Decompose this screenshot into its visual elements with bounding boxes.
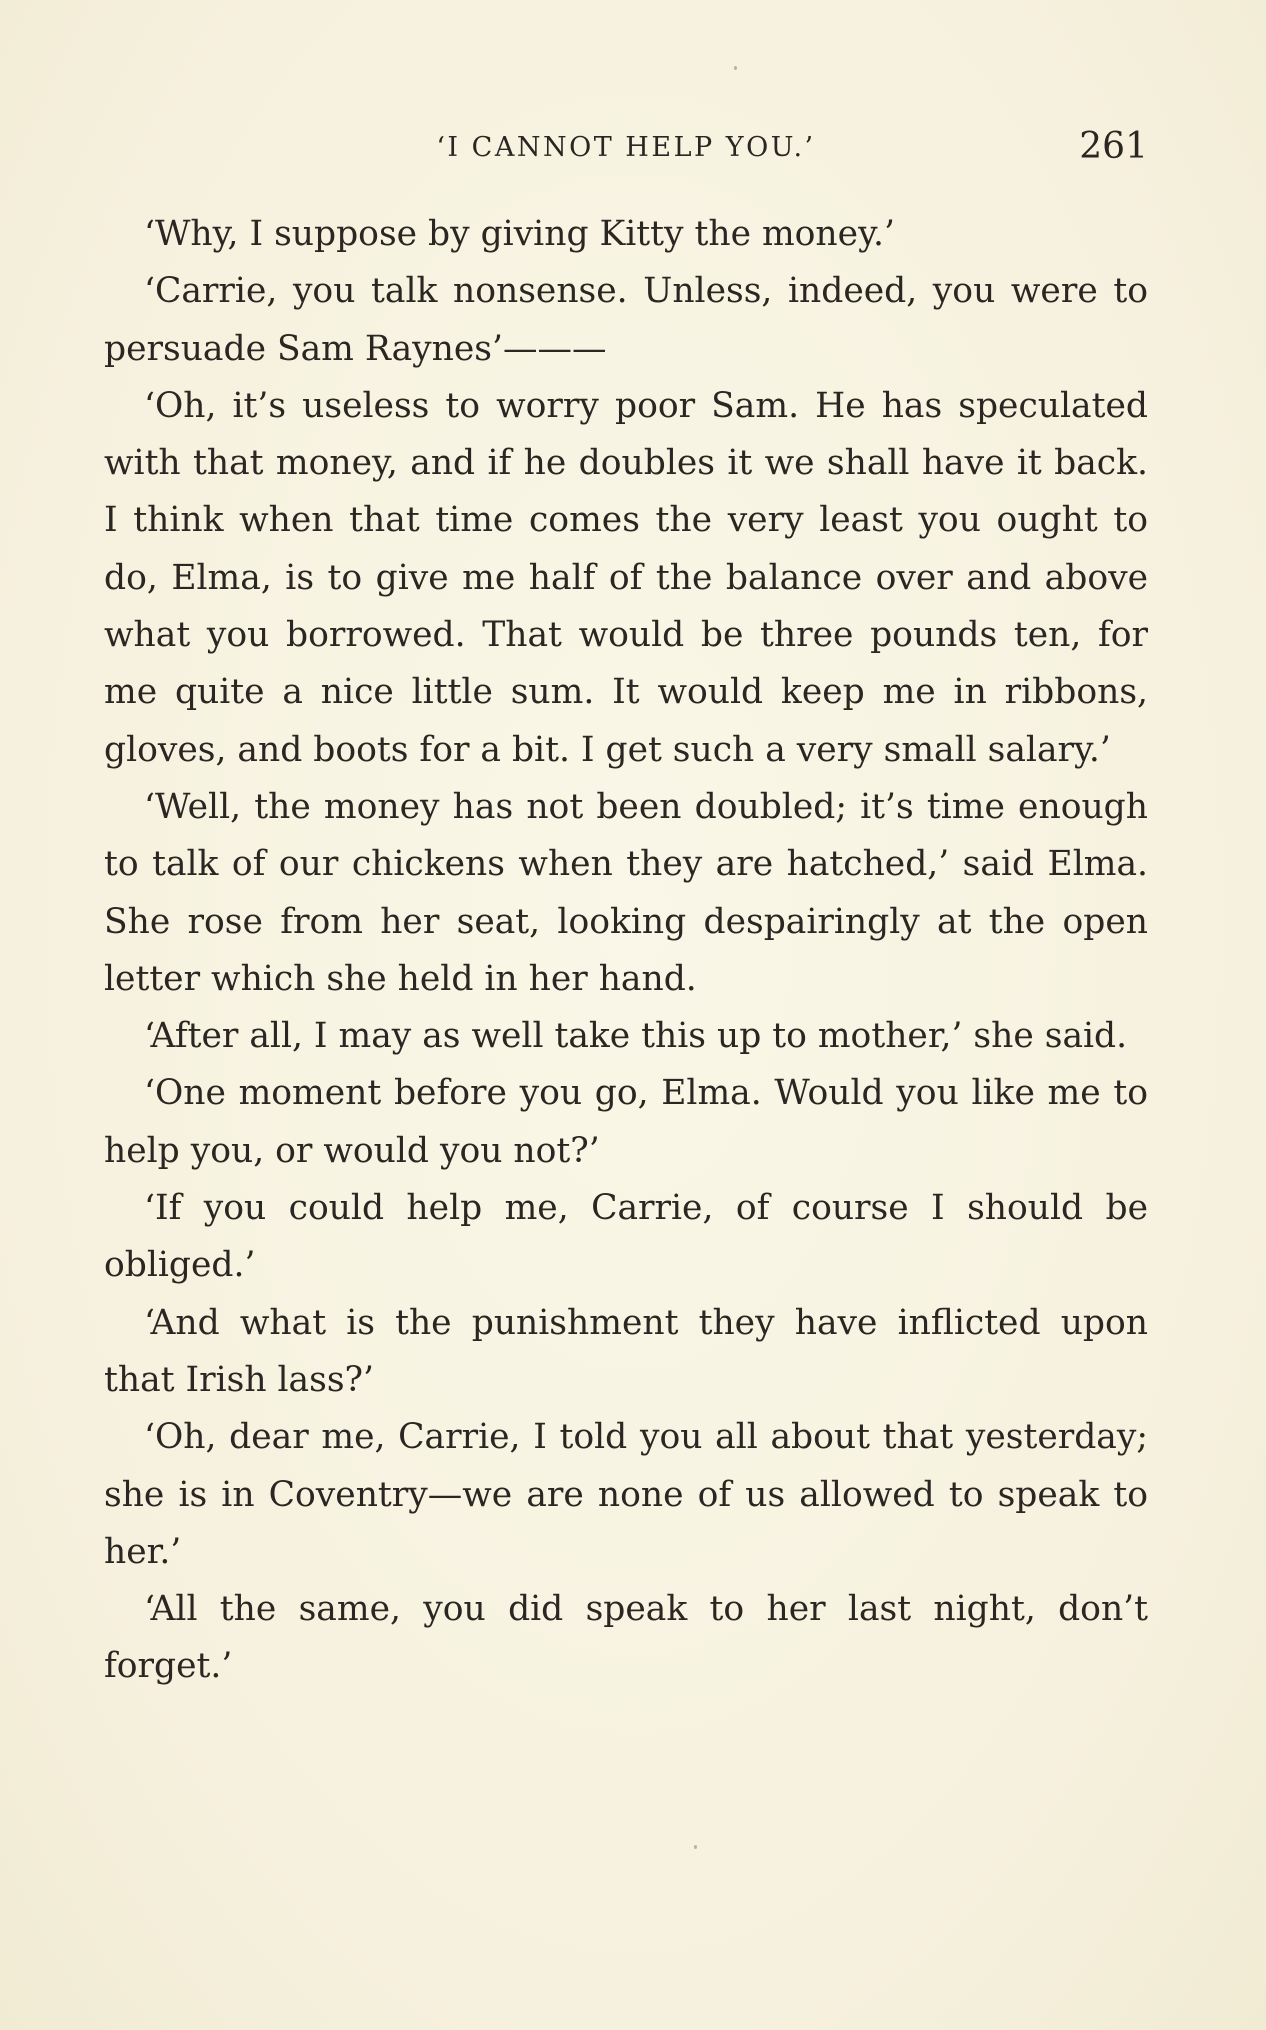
paragraph: ‘After all, I may as well take this up to mother,’ she said. [144, 1016, 1128, 1057]
paragraph: ‘Oh, it’s useless to worry poor Sam. He has speculated with that money, and if he doubles it we shall have it back. I think when that time comes the very least you ought to do, Elma, is to give me half of the balance over and above what you borrowed. That would be three pounds ten, for me quite a nice little sum. It would keep me in ribbons, gloves, and boots for a bit. I get such a very small salary.’ [104, 385, 1148, 770]
running-head: ‘I CANNOT HELP YOU.’ [436, 132, 816, 163]
page-header [104, 126, 1148, 166]
paper-speck [734, 66, 737, 70]
paragraph: ‘All the same, you did speak to her last night, don’t forget.’ [104, 1589, 1148, 1687]
paper-speck [694, 1845, 697, 1849]
body-text [104, 206, 1148, 1696]
paragraph: ‘One moment before you go, Elma. Would you like me to help you, or would you not?’ [104, 1073, 1148, 1171]
paragraph: ‘Why, I suppose by giving Kitty the money.’ [144, 214, 895, 254]
paragraph: ‘Carrie, you talk nonsense. Unless, indeed, you were to persuade Sam Raynes’——— [104, 271, 1148, 369]
paragraph: ‘Well, the money has not been doubled; it’s time enough to talk of our chickens when they are hatched,’ said Elma. She rose from her seat, looking despairingly at the open letter which she held in her hand. [104, 786, 1148, 999]
page-number: 261 [1079, 126, 1148, 167]
paragraph: ‘Oh, dear me, Carrie, I told you all about that yesterday; she is in Coventry—we are none of us allowed to speak to her.’ [104, 1417, 1148, 1572]
paragraph: ‘If you could help me, Carrie, of course I should be obliged.’ [104, 1188, 1148, 1286]
paragraph: ‘And what is the punishment they have inflicted upon that Irish lass?’ [104, 1302, 1148, 1400]
